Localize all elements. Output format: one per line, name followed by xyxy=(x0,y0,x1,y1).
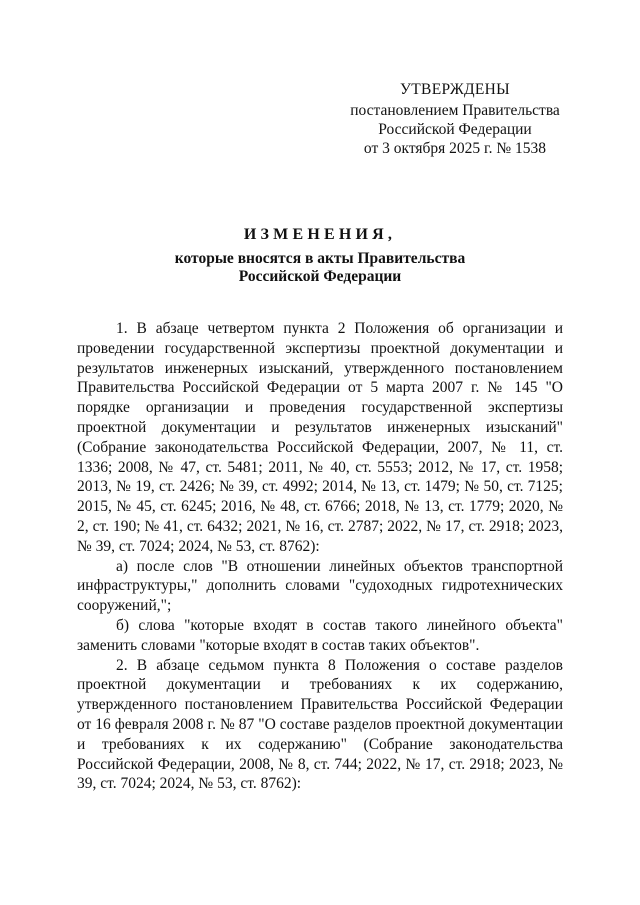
approval-line-1: постановлением Правительства xyxy=(350,102,560,119)
approval-line-2: Российской Федерации xyxy=(378,121,532,138)
document-title: ИЗМЕНЕНИЯ, xyxy=(243,226,397,243)
approval-block xyxy=(330,80,580,158)
document-subtitle xyxy=(77,250,563,286)
approved-label: УТВЕРЖДЕНЫ xyxy=(400,81,510,98)
subtitle-line-2: Российской Федерации xyxy=(238,268,402,285)
approval-line-3: от 3 октября 2025 г. № 1538 xyxy=(363,140,547,157)
document-heading xyxy=(77,225,563,245)
paragraph-1b: б) слова "которые входят в состав такого линейного объекта" заменить словами "которые входят в состав таких объектов". xyxy=(77,616,563,654)
paragraph-1a: а) после слов "В отношении линейных объектов транспортной инфраструктуры," дополнить словами "судоходных гидротехнических сооружений,"; xyxy=(77,557,563,615)
subtitle-line-1: которые вносятся в акты Правительства xyxy=(174,250,466,267)
document-body xyxy=(77,319,563,794)
paragraph-1: 1. В абзаце четвертом пункта 2 Положения об организации и проведении государственной экспертизы проектной документации и результатов инженерных изысканий, утвержденного постановлением Правительства Российской Федерации от 5 марта 2007 г. № 145 "О порядке организации и проведения государственной экспертизы проектной документации и результатов инженерных изысканий" (Собрание законодательства Российской Федерации, 2007, № 11, ст. 1336; 2008, № 47, ст. 5481; 2011, № 40, ст. 5553; 2012, № 17, ст. 1958; 2013, № 19, ст. 2426; № 39, ст. 4992; 2014, № 13, ст. 1479; № 50, ст. 7125; 2015, № 45, ст. 6245; 2016, № 48, ст. 6766; 2018, № 13, ст. 1779; 2020, № 2, ст. 190; № 41, ст. 6432; 2021, № 16, ст. 2787; 2022, № 17, ст. 2918; 2023, № 39, ст. 7024; 2024, № 53, ст. 8762): xyxy=(77,320,563,555)
paragraph-2: 2. В абзаце седьмом пункта 8 Положения о составе разделов проектной документации и требованиях к их содержанию, утвержденного постановлением Правительства Российской Федерации от 16 февраля 2008 г. № 87 "О составе разделов проектной документации и требованиях к их содержанию" (Собрание законодательства Российской Федерации, 2008, № 8, ст. 744; 2022, № 17, ст. 2918; 2023, № 39, ст. 7024; 2024, № 53, ст. 8762): xyxy=(77,656,563,793)
